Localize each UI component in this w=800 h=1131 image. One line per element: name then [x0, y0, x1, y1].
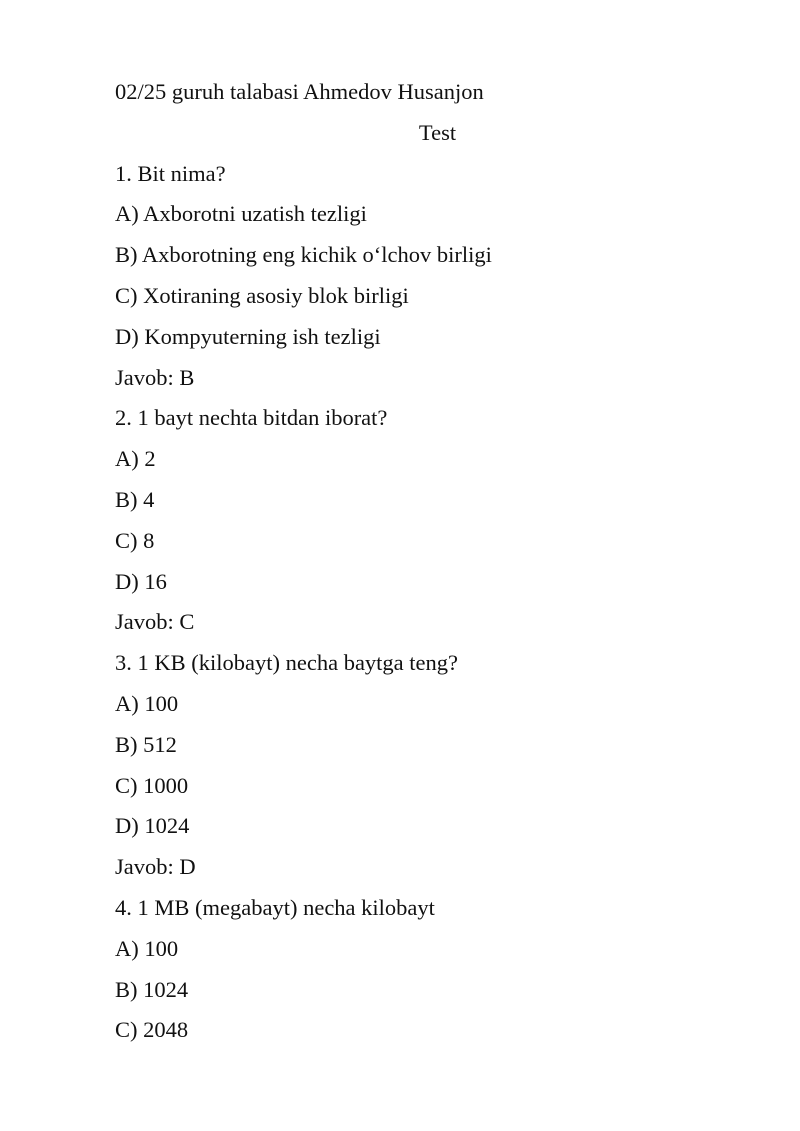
document-header: 02/25 guruh talabasi Ahmedov Husanjon	[115, 79, 484, 104]
answer-option: D) 16	[115, 568, 167, 594]
correct-answer: Javob: B	[115, 364, 195, 390]
answer-option: B) Axborotning eng kichik o‘lchov birligi	[115, 242, 492, 268]
answer-option: C) Xotiraning asosiy blok birligi	[115, 282, 409, 308]
question-block-2	[115, 398, 720, 643]
answer-option: A) 100	[115, 690, 179, 716]
answer-option: A) 2	[115, 446, 156, 472]
answer-option: B) 1024	[115, 976, 189, 1002]
answer-option: A) Axborotni uzatish tezligi	[115, 201, 367, 227]
answer-option: A) 100	[115, 935, 179, 961]
answer-option: D) Kompyuterning ish tezligi	[115, 323, 381, 349]
question-block-1	[115, 154, 720, 399]
question-block-3	[115, 643, 720, 888]
question-block-4	[115, 888, 720, 1051]
answer-option: B) 4	[115, 486, 155, 512]
answer-option: C) 8	[115, 527, 155, 553]
answer-option: C) 1000	[115, 772, 189, 798]
answer-option: B) 512	[115, 731, 177, 757]
question-text: 3. 1 KB (kilobayt) necha baytga teng?	[115, 650, 459, 676]
answer-option: C) 2048	[115, 1017, 189, 1043]
question-text: 1. Bit nima?	[115, 160, 226, 186]
document-title: Test	[418, 119, 457, 145]
question-text: 4. 1 MB (megabayt) necha kilobayt	[115, 894, 435, 920]
correct-answer: Javob: D	[115, 854, 196, 880]
correct-answer: Javob: C	[115, 609, 195, 635]
question-text: 2. 1 bayt nechta bitdan iborat?	[115, 405, 388, 431]
answer-option: D) 1024	[115, 813, 190, 839]
